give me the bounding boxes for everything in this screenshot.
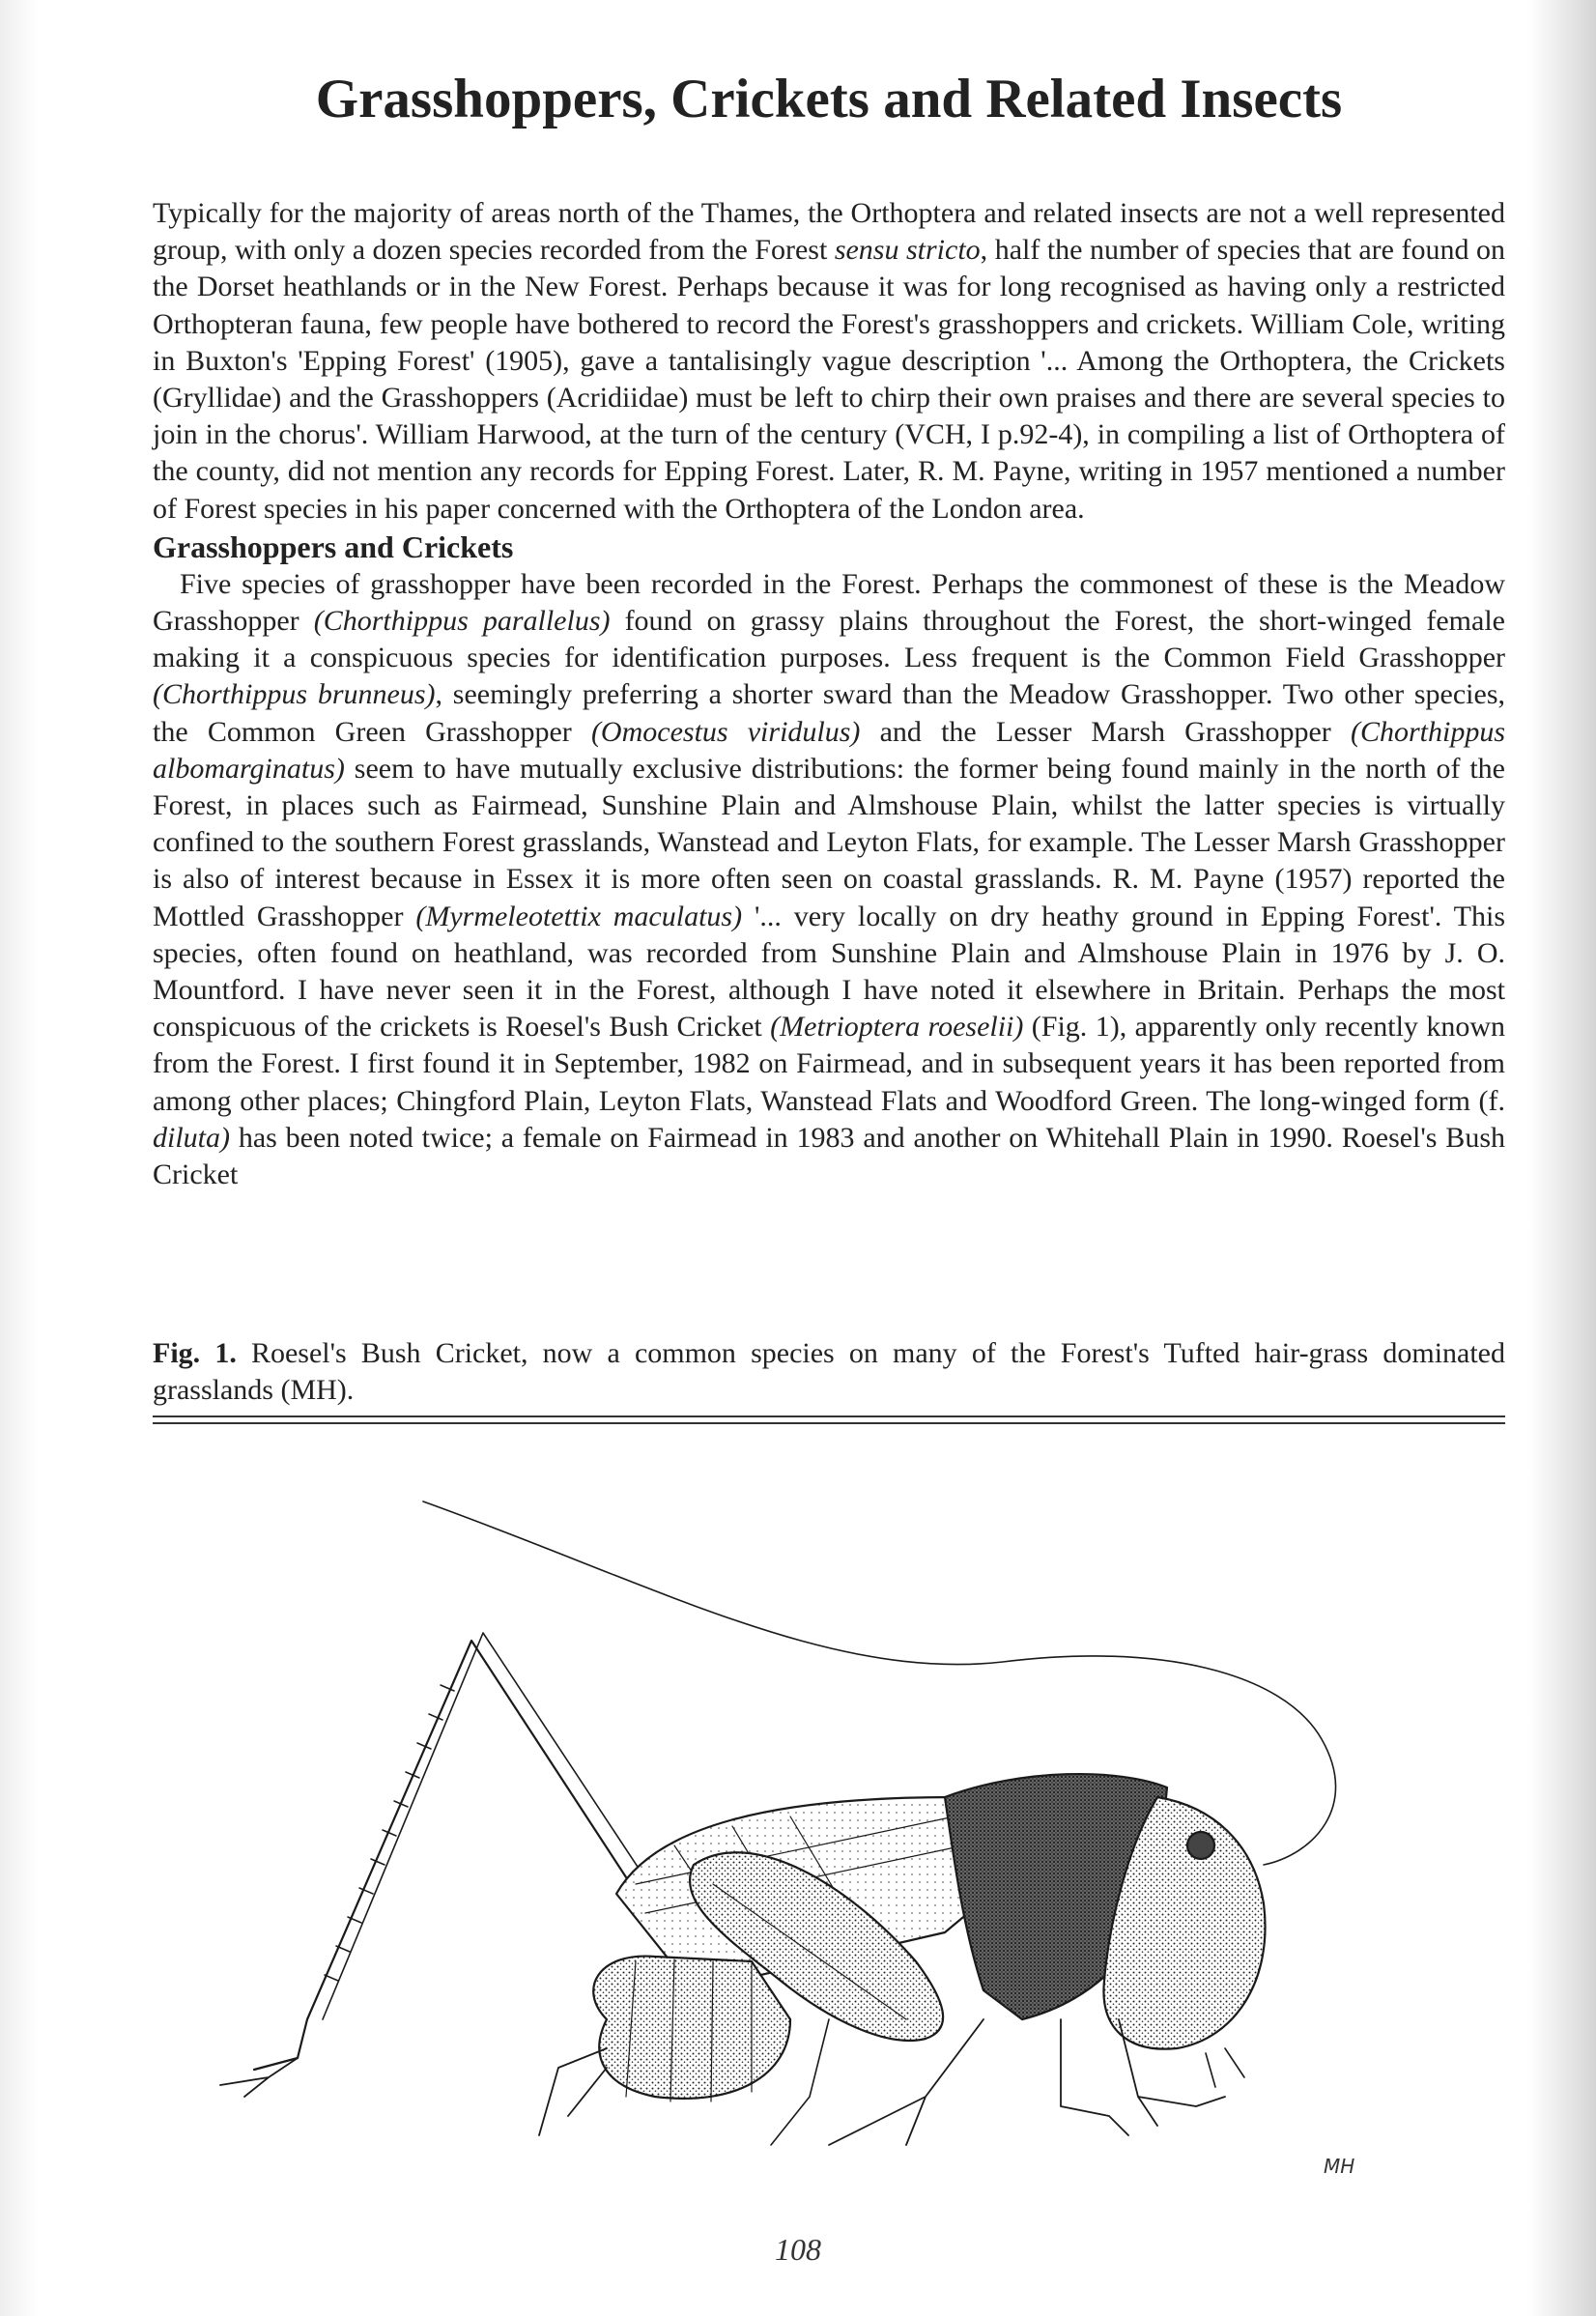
page-edge-shadow-left xyxy=(0,0,39,2316)
species-name: (Chorthippus albomarginatus) xyxy=(153,715,1506,785)
text-span: seem to have mutually exclusive distributions: the former being found mainly in the north of the Forest, in places such as Fairmead, Sunshine Plain and Almshouse Plain, whilst the latter species is virtually confined to the southern Forest grasslands, Wanstead and Leyton Flats, for example. The Lesser Marsh Grasshopper is also of interest because in Essex it is more often seen on coastal grasslands. R. M. Payne (1957) reported the Mottled Grasshopper xyxy=(153,752,1505,932)
page-title: Grasshoppers, Crickets and Related Insects xyxy=(315,69,1343,129)
intro-text-2: , half the number of species that are found on the Dorset heathlands or in the New Forest. Perhaps because it was for long recognised as having only a restricted Orthopteran fauna, few people have bothered to record the Forest's grasshoppers and crickets. William Cole, writing in Buxton's 'Epping Forest' (1905), gave a tantalisingly vague description '... Among the Orthoptera, the Crickets (Gryllidae) and the Grasshoppers (Acridiidae) must be left to chirp their own praises and there are several species to join in the chorus'. William Harwood, at the turn of the century (VCH, I p.92-4), in compiling a list of Orthoptera of the county, did not mention any records for Epping Forest. Later, R. M. Payne, writing in 1957 mentioned a number of Forest species in his paper concerned with the Orthoptera of the London area. xyxy=(153,234,1505,525)
text-span: found on grassy plains throughout the Forest, the short-winged female making it a conspicuous species for identification purposes. Less frequent is the Common Field Grasshopper xyxy=(153,605,1505,674)
divider-rule xyxy=(153,1422,1505,1424)
intro-paragraph xyxy=(153,195,1505,528)
text-span: and the Lesser Marsh Grasshopper xyxy=(860,715,1351,748)
text-span: '... very locally on dry heathy ground in Epping Forest'. This species, often found on heathland, was recorded from Sunshine Plain and Almshouse Plain in 1976 by J. O. Mountford. I have never seen it in the Forest, although I have noted it elsewhere in Britain. Perhaps the most conspicuous of the crickets is Roesel's Bush Cricket xyxy=(153,900,1505,1044)
species-name: (Chorthippus parallelus) xyxy=(313,605,611,638)
intro-text-1: Typically for the majority of areas north of the Thames, the Orthoptera and related insects are not a well represented group, with only a dozen species recorded from the Forest xyxy=(153,197,1505,267)
text-span: (Fig. 1), apparently only recently known from the Forest. I first found it in September, 1982 on Fairmead, and in subsequent years it has been reported from among other places; Chingford Plain, Leyton Flats, Wanstead Flats and Woodford Green. The long-winged form (f. xyxy=(153,1011,1505,1117)
figure-caption xyxy=(153,1335,1505,1409)
section-paragraph xyxy=(153,566,1505,1193)
text-span: Five species of grasshopper have been recorded in the Forest. Perhaps the commonest of these is the Meadow Grasshopper xyxy=(153,567,1505,638)
illustrator-initials: MH xyxy=(1324,2155,1355,2178)
article-body xyxy=(153,195,1505,1193)
intro-latin-term: sensu stricto xyxy=(834,234,981,267)
figure-caption-text: Roesel's Bush Cricket, now a common species on many of the Forest's Tufted hair-grass dominated grasslands (MH). xyxy=(153,1337,1506,1406)
page-number: 108 xyxy=(775,2232,821,2267)
section-heading: Grasshoppers and Crickets xyxy=(153,529,514,564)
text-span: has been noted twice; a female on Fairmead in 1983 and another on Whitehall Plain in 1990. Roesel's Bush Cricket xyxy=(153,1121,1505,1191)
text-span: , seemingly preferring a shorter sward than the Meadow Grasshopper. Two other species, the Common Green Grasshopper xyxy=(153,678,1505,748)
divider-rule xyxy=(153,1415,1505,1417)
species-name: (Chorthippus brunneus) xyxy=(153,678,436,711)
cricket-illustration xyxy=(153,1478,1505,2193)
species-name: (Omocestus viridulus) xyxy=(590,715,861,748)
species-name: (Metrioptera roeselii) xyxy=(770,1011,1024,1044)
species-name: (Myrmeleotettix maculatus) xyxy=(415,900,743,932)
figure-label: Fig. 1. xyxy=(153,1337,237,1369)
page-edge-shadow-right xyxy=(1528,0,1596,2316)
form-name: diluta) xyxy=(153,1121,230,1154)
